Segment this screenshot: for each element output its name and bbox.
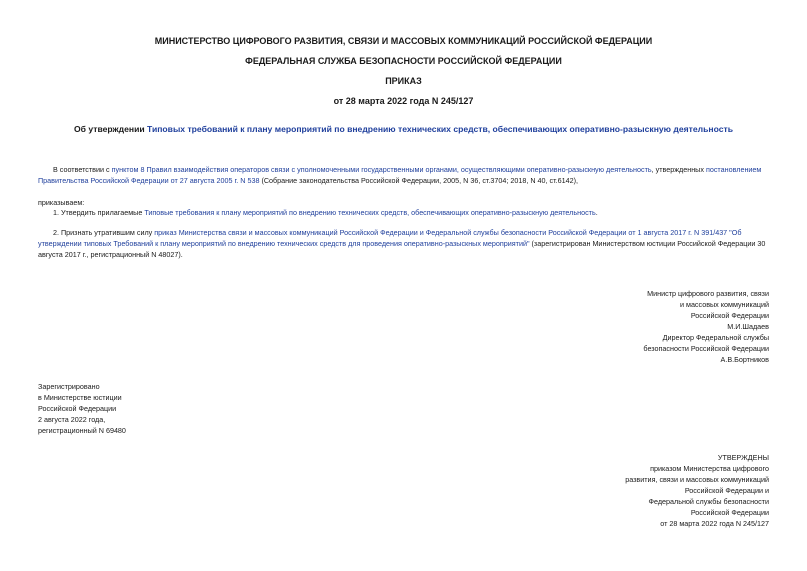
signature-line: безопасности Российской Федерации — [643, 344, 769, 353]
p3-link-requirements[interactable]: Типовые требования к плану мероприятий по внедрению технических средств, обеспечивающих оперативно-разыскную деятельность — [144, 208, 596, 217]
paragraph-1 — [38, 164, 773, 186]
approved-line: приказом Министерства цифрового — [650, 464, 769, 473]
p4-text-1: 2. Признать утратившим силу — [53, 228, 155, 237]
p4-link-order-a[interactable]: приказ Министерства связи и массовых коммуникаций Российской Федерации и Федеральной службы безопасности Российской Федерации от 1 августа 2017 г. N 391/437 "Об — [154, 228, 742, 237]
title-link[interactable]: Типовых требований к плану мероприятий по внедрению технических средств, обеспечивающих оперативно-разыскную деятельность — [147, 124, 733, 134]
registration-line: 2 августа 2022 года, — [38, 415, 106, 424]
p1-link-decree-a[interactable]: постановлением — [705, 165, 762, 174]
date-number-heading: от 28 марта 2022 года N 245/127 — [333, 96, 474, 106]
approved-block — [625, 452, 769, 529]
title-prefix: Об утверждении — [74, 124, 148, 134]
service-heading: ФЕДЕРАЛЬНАЯ СЛУЖБА БЕЗОПАСНОСТИ РОССИЙСКОЙ ФЕДЕРАЦИИ — [245, 56, 562, 66]
p1-link-decree-b[interactable]: Правительства Российской Федерации от 27 августа 2005 г. N 538 — [38, 176, 260, 185]
ministry-heading: МИНИСТЕРСТВО ЦИФРОВОГО РАЗВИТИЯ, СВЯЗИ И МАССОВЫХ КОММУНИКАЦИЙ РОССИЙСКОЙ ФЕДЕРАЦИИ — [154, 36, 653, 46]
approved-line: Федеральной службы безопасности — [648, 497, 769, 506]
approved-line: Российской Федерации — [690, 508, 769, 517]
p1-text-3: (Собрание законодательства Российской Федерации, 2005, N 36, ст.3704; 2018, N 40, ст.6142), — [259, 176, 579, 185]
approved-line: от 28 марта 2022 года N 245/127 — [660, 519, 769, 528]
paragraph-2: приказываем: — [38, 198, 85, 207]
p3-text-2: . — [595, 208, 598, 217]
signature-line: Российской Федерации — [690, 311, 769, 320]
signature-line: М.И.Шадаев — [727, 322, 769, 331]
document-title — [0, 124, 807, 134]
p3-text-1: 1. Утвердить прилагаемые — [53, 208, 145, 217]
paragraph-4 — [38, 227, 773, 260]
signatures-block — [643, 288, 769, 365]
approved-line: Российской Федерации и — [684, 486, 769, 495]
signature-line: Министр цифрового развития, связи — [647, 289, 769, 298]
signature-line: Директор Федеральной службы — [662, 333, 769, 342]
signature-line: А.В.Бортников — [720, 355, 769, 364]
paragraph-3 — [53, 207, 598, 218]
registration-block — [38, 381, 126, 436]
p1-link-rules[interactable]: пунктом 8 Правил взаимодействия операторов связи с уполномоченными государственными органами, осуществляющими оперативно-разыскную деятельность — [111, 165, 652, 174]
signature-line: и массовых коммуникаций — [679, 300, 769, 309]
p1-text-2: , утвержденных — [651, 165, 706, 174]
registration-line: регистрационный N 69480 — [38, 426, 126, 435]
p4-text-2: (зарегистрирован Министерством юстиции Российской Федерации 30 — [529, 239, 766, 248]
doc-type-heading: ПРИКАЗ — [385, 76, 422, 86]
approved-line: развития, связи и массовых коммуникаций — [625, 475, 769, 484]
p1-text-1: В соответствии с — [53, 165, 112, 174]
registration-line: Российской Федерации — [38, 404, 117, 413]
p4-link-order-b[interactable]: утверждении типовых Требований к плану мероприятий по внедрению технических средств для проведения оперативно-разыскных мероприятий" — [38, 239, 530, 248]
approved-line: УТВЕРЖДЕНЫ — [717, 453, 769, 462]
registration-line: в Министерстве юстиции — [38, 393, 122, 402]
registration-line: Зарегистрировано — [38, 382, 100, 391]
p4-text-3: августа 2017 г., регистрационный N 48027). — [38, 250, 183, 259]
